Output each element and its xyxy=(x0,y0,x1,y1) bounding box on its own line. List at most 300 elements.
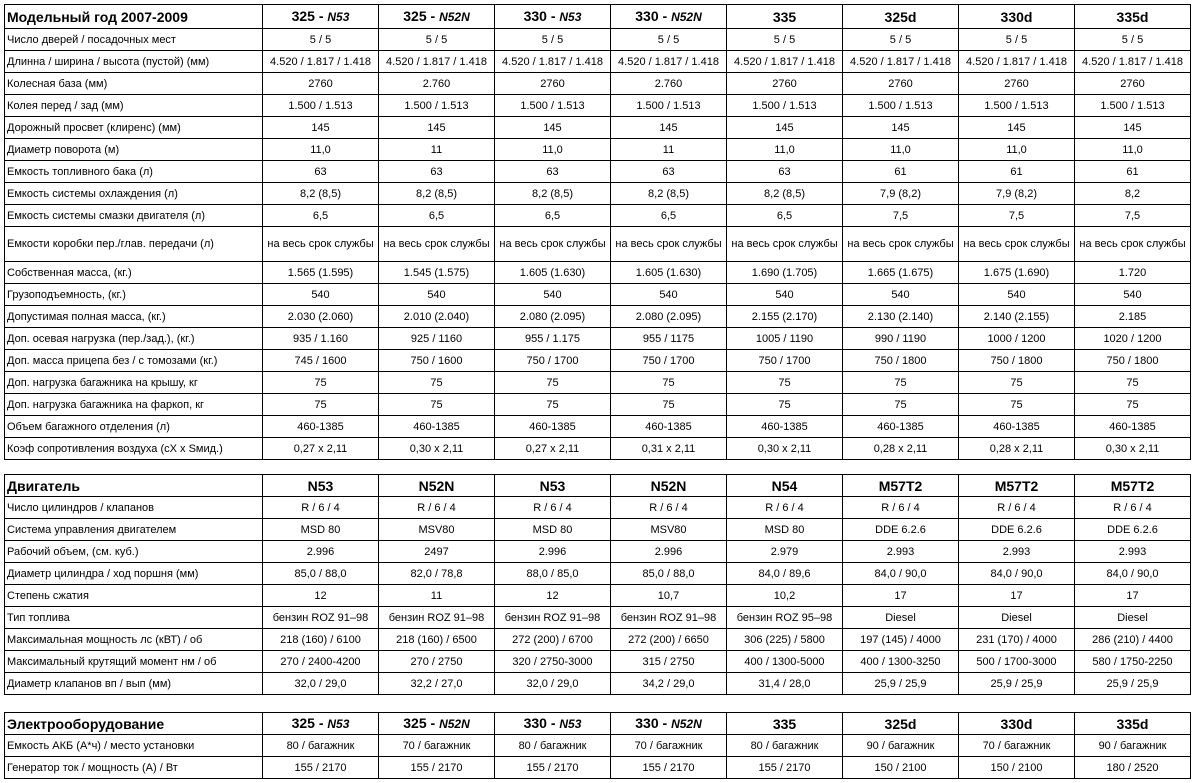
cell-value: бензин ROZ 91–98 xyxy=(263,607,379,629)
cell-value: бензин ROZ 91–98 xyxy=(495,607,611,629)
row-label: Колесная база (мм) xyxy=(5,73,263,95)
cell-value: 25,9 / 25,9 xyxy=(1075,673,1191,695)
cell-value: 75 xyxy=(495,372,611,394)
cell-value: 145 xyxy=(727,117,843,139)
engine-code: N52N xyxy=(439,10,470,24)
model-name: M57T2 xyxy=(878,477,923,494)
table-row xyxy=(5,29,1191,51)
table-row xyxy=(5,350,1191,372)
cell-value: 88,0 / 85,0 xyxy=(495,563,611,585)
cell-value: 1.605 (1.630) xyxy=(611,262,727,284)
cell-value: 80 / багажник xyxy=(727,735,843,757)
cell-value: 955 / 1.175 xyxy=(495,328,611,350)
engine-code: N53 xyxy=(327,717,350,731)
cell-value: 11,0 xyxy=(495,139,611,161)
cell-value: 11 xyxy=(379,139,495,161)
cell-value: 2.996 xyxy=(263,541,379,563)
cell-value: 70 / багажник xyxy=(379,735,495,757)
cell-value: 63 xyxy=(727,161,843,183)
cell-value: 4.520 / 1.817 / 1.418 xyxy=(263,51,379,73)
cell-value: 1.605 (1.630) xyxy=(495,262,611,284)
table-row xyxy=(5,541,1191,563)
cell-value: 70 / багажник xyxy=(959,735,1075,757)
cell-value: R / 6 / 4 xyxy=(263,497,379,519)
cell-value: 61 xyxy=(843,161,959,183)
row-label: Доп. осевая нагрузка (пер./зад.), (кг.) xyxy=(5,328,263,350)
cell-value: 61 xyxy=(1075,161,1191,183)
cell-value: 1.500 / 1.513 xyxy=(843,95,959,117)
model-name: 325 xyxy=(403,715,427,731)
cell-value: 75 xyxy=(727,394,843,416)
cell-value: 75 xyxy=(959,394,1075,416)
column-header xyxy=(1075,475,1191,497)
cell-value: 8,2 (8,5) xyxy=(611,183,727,205)
cell-value: 400 / 1300-3250 xyxy=(843,651,959,673)
cell-value: 0,31 x 2,11 xyxy=(611,438,727,460)
cell-value: MSV80 xyxy=(611,519,727,541)
column-header xyxy=(959,713,1075,735)
row-label: Доп. нагрузка багажника на фаркоп, кг xyxy=(5,394,263,416)
cell-value: бензин ROZ 95–98 xyxy=(727,607,843,629)
cell-value: 155 / 2170 xyxy=(263,757,379,779)
cell-value: 306 (225) / 5800 xyxy=(727,629,843,651)
section-title: Двигатель xyxy=(5,475,263,497)
column-header: 330 - N53 xyxy=(495,5,611,29)
cell-value: 745 / 1600 xyxy=(263,350,379,372)
cell-value: DDE 6.2.6 xyxy=(959,519,1075,541)
column-header: 330 - N53 xyxy=(495,713,611,735)
model-name: 335d xyxy=(1116,8,1149,25)
table-row xyxy=(5,227,1191,262)
cell-value: 270 / 2400-4200 xyxy=(263,651,379,673)
cell-value: 63 xyxy=(379,161,495,183)
cell-value: 320 / 2750-3000 xyxy=(495,651,611,673)
column-header xyxy=(495,475,611,497)
table-row xyxy=(5,585,1191,607)
electrical-specs-table xyxy=(4,712,1191,779)
row-label: Доп. масса прицепа без / с томозами (кг.) xyxy=(5,350,263,372)
cell-value: 150 / 2100 xyxy=(843,757,959,779)
cell-value: 4.520 / 1.817 / 1.418 xyxy=(959,51,1075,73)
cell-value: 12 xyxy=(495,585,611,607)
cell-value: на весь срок службы xyxy=(727,227,843,262)
cell-value: 315 / 2750 xyxy=(611,651,727,673)
cell-value: бензин ROZ 91–98 xyxy=(379,607,495,629)
cell-value: 540 xyxy=(959,284,1075,306)
model-name: M57T2 xyxy=(1110,477,1155,494)
table-row xyxy=(5,161,1191,183)
cell-value: 11 xyxy=(611,139,727,161)
table-row xyxy=(5,73,1191,95)
cell-value: 2.185 xyxy=(1075,306,1191,328)
row-label: Емкость системы охлаждения (л) xyxy=(5,183,263,205)
cell-value: 1.665 (1.675) xyxy=(843,262,959,284)
table-row xyxy=(5,139,1191,161)
cell-value: 5 / 5 xyxy=(959,29,1075,51)
cell-value: MSD 80 xyxy=(495,519,611,541)
cell-value: на весь срок службы xyxy=(611,227,727,262)
table-row xyxy=(5,205,1191,227)
cell-value: 10,2 xyxy=(727,585,843,607)
cell-value: 0,30 x 2,11 xyxy=(1075,438,1191,460)
model-name: 330 xyxy=(635,8,659,24)
cell-value: 75 xyxy=(727,372,843,394)
cell-value: 32,0 / 29,0 xyxy=(263,673,379,695)
cell-value: 17 xyxy=(959,585,1075,607)
cell-value: 272 (200) / 6700 xyxy=(495,629,611,651)
general-specs-table xyxy=(4,4,1191,460)
cell-value: 5 / 5 xyxy=(379,29,495,51)
cell-value: 7,5 xyxy=(959,205,1075,227)
model-name: N53 xyxy=(307,477,334,494)
cell-value: 90 / багажник xyxy=(1075,735,1191,757)
cell-value: Diesel xyxy=(843,607,959,629)
cell-value: 63 xyxy=(611,161,727,183)
cell-value: 2760 xyxy=(959,73,1075,95)
model-name: 330d xyxy=(1000,8,1033,25)
table-row xyxy=(5,183,1191,205)
cell-value: R / 6 / 4 xyxy=(1075,497,1191,519)
row-label: Длинна / ширина / высота (пустой) (мм) xyxy=(5,51,263,73)
cell-value: 1.500 / 1.513 xyxy=(611,95,727,117)
cell-value: 75 xyxy=(843,394,959,416)
cell-value: 750 / 1700 xyxy=(495,350,611,372)
cell-value: 1.500 / 1.513 xyxy=(379,95,495,117)
column-header xyxy=(959,475,1075,497)
cell-value: 4.520 / 1.817 / 1.418 xyxy=(379,51,495,73)
row-label: Доп. нагрузка багажника на крышу, кг xyxy=(5,372,263,394)
row-label: Число дверей / посадочных мест xyxy=(5,29,263,51)
cell-value: 25,9 / 25,9 xyxy=(843,673,959,695)
cell-value: 460-1385 xyxy=(727,416,843,438)
cell-value: 2.993 xyxy=(1075,541,1191,563)
cell-value: 1000 / 1200 xyxy=(959,328,1075,350)
cell-value: на весь срок службы xyxy=(1075,227,1191,262)
cell-value: 218 (160) / 6100 xyxy=(263,629,379,651)
cell-value: 6,5 xyxy=(727,205,843,227)
cell-value: Diesel xyxy=(959,607,1075,629)
cell-value: 2.010 (2.040) xyxy=(379,306,495,328)
cell-value: 80 / багажник xyxy=(263,735,379,757)
cell-value: 84,0 / 90,0 xyxy=(1075,563,1191,585)
row-label: Диаметр поворота (м) xyxy=(5,139,263,161)
cell-value: 750 / 1600 xyxy=(379,350,495,372)
cell-value: 2.760 xyxy=(379,73,495,95)
row-label: Собственная масса, (кг.) xyxy=(5,262,263,284)
cell-value: 75 xyxy=(611,394,727,416)
engine-specs-table xyxy=(4,474,1191,695)
cell-value: 270 / 2750 xyxy=(379,651,495,673)
cell-value: 955 / 1175 xyxy=(611,328,727,350)
engine-code: N53 xyxy=(559,10,582,24)
cell-value: 63 xyxy=(263,161,379,183)
engine-code: N52N xyxy=(439,717,470,731)
cell-value: 145 xyxy=(611,117,727,139)
cell-value: 218 (160) / 6500 xyxy=(379,629,495,651)
cell-value: 2.155 (2.170) xyxy=(727,306,843,328)
engine-code: N52N xyxy=(671,717,702,731)
cell-value: 2760 xyxy=(843,73,959,95)
column-header xyxy=(727,5,843,29)
cell-value: 6,5 xyxy=(263,205,379,227)
column-header: 325 - N52N xyxy=(379,5,495,29)
cell-value: 145 xyxy=(263,117,379,139)
cell-value: 2760 xyxy=(727,73,843,95)
cell-value: 5 / 5 xyxy=(495,29,611,51)
cell-value: 5 / 5 xyxy=(1075,29,1191,51)
cell-value: 0,30 x 2,11 xyxy=(727,438,843,460)
cell-value: 540 xyxy=(379,284,495,306)
cell-value: 0,28 x 2,11 xyxy=(959,438,1075,460)
table-row xyxy=(5,735,1191,757)
model-name: 325 xyxy=(291,715,315,731)
cell-value: 32,2 / 27,0 xyxy=(379,673,495,695)
model-name: N54 xyxy=(771,477,798,494)
cell-value: DDE 6.2.6 xyxy=(843,519,959,541)
table-row xyxy=(5,328,1191,350)
cell-value: 2.996 xyxy=(495,541,611,563)
table-row xyxy=(5,497,1191,519)
cell-value: 75 xyxy=(1075,394,1191,416)
cell-value: 84,0 / 89,6 xyxy=(727,563,843,585)
cell-value: 5 / 5 xyxy=(263,29,379,51)
cell-value: 400 / 1300-5000 xyxy=(727,651,843,673)
model-name: N52N xyxy=(418,477,455,494)
cell-value: 155 / 2170 xyxy=(495,757,611,779)
cell-value: 540 xyxy=(611,284,727,306)
cell-value: 11,0 xyxy=(843,139,959,161)
cell-value: 17 xyxy=(1075,585,1191,607)
cell-value: бензин ROZ 91–98 xyxy=(611,607,727,629)
table-row xyxy=(5,262,1191,284)
engine-code: N53 xyxy=(559,717,582,731)
cell-value: 75 xyxy=(379,372,495,394)
cell-value: 75 xyxy=(495,394,611,416)
row-label: Емкость системы смазки двигателя (л) xyxy=(5,205,263,227)
cell-value: 2.080 (2.095) xyxy=(495,306,611,328)
section-title: Электрооборудование xyxy=(5,713,263,735)
row-label: Диаметр клапанов вп / вып (мм) xyxy=(5,673,263,695)
cell-value: 0,27 x 2,11 xyxy=(495,438,611,460)
cell-value: 540 xyxy=(1075,284,1191,306)
cell-value: 4.520 / 1.817 / 1.418 xyxy=(727,51,843,73)
cell-value: 2.979 xyxy=(727,541,843,563)
cell-value: 85,0 / 88,0 xyxy=(611,563,727,585)
row-label: Емкости коробки пер./глав. передачи (л) xyxy=(5,227,263,262)
table-row xyxy=(5,394,1191,416)
cell-value: 82,0 / 78,8 xyxy=(379,563,495,585)
cell-value: 272 (200) / 6650 xyxy=(611,629,727,651)
cell-value: на весь срок службы xyxy=(495,227,611,262)
cell-value: 460-1385 xyxy=(611,416,727,438)
cell-value: 1.690 (1.705) xyxy=(727,262,843,284)
table-row xyxy=(5,629,1191,651)
header-row xyxy=(5,475,1191,497)
cell-value: 4.520 / 1.817 / 1.418 xyxy=(843,51,959,73)
column-header xyxy=(843,713,959,735)
cell-value: R / 6 / 4 xyxy=(843,497,959,519)
cell-value: 8,2 xyxy=(1075,183,1191,205)
model-name: 325 xyxy=(291,8,315,24)
model-name: 335 xyxy=(772,715,797,732)
column-header xyxy=(379,475,495,497)
model-name: M57T2 xyxy=(994,477,1039,494)
cell-value: 460-1385 xyxy=(1075,416,1191,438)
cell-value: 31,4 / 28,0 xyxy=(727,673,843,695)
row-label: Коэф сопротивления воздуха (cX x Sмид.) xyxy=(5,438,263,460)
model-name: N53 xyxy=(539,477,566,494)
cell-value: 11,0 xyxy=(727,139,843,161)
column-header: 325 - N53 xyxy=(263,713,379,735)
cell-value: 12 xyxy=(263,585,379,607)
cell-value: 145 xyxy=(495,117,611,139)
table-row xyxy=(5,519,1191,541)
cell-value: 150 / 2100 xyxy=(959,757,1075,779)
cell-value: 84,0 / 90,0 xyxy=(843,563,959,585)
row-label: Число цилиндров / клапанов xyxy=(5,497,263,519)
cell-value: 11,0 xyxy=(1075,139,1191,161)
cell-value: 1.500 / 1.513 xyxy=(959,95,1075,117)
cell-value: MSD 80 xyxy=(727,519,843,541)
cell-value: 2760 xyxy=(1075,73,1191,95)
row-label: Диаметр цилиндра / ход поршня (мм) xyxy=(5,563,263,585)
cell-value: 1.720 xyxy=(1075,262,1191,284)
cell-value: 0,30 x 2,11 xyxy=(379,438,495,460)
cell-value: 145 xyxy=(379,117,495,139)
row-label: Система управления двигателем xyxy=(5,519,263,541)
cell-value: 1005 / 1190 xyxy=(727,328,843,350)
cell-value: 197 (145) / 4000 xyxy=(843,629,959,651)
cell-value: 34,2 / 29,0 xyxy=(611,673,727,695)
cell-value: 75 xyxy=(379,394,495,416)
model-name: 325d xyxy=(884,8,917,25)
row-label: Колея перед / зад (мм) xyxy=(5,95,263,117)
cell-value: 10,7 xyxy=(611,585,727,607)
cell-value: 2.080 (2.095) xyxy=(611,306,727,328)
row-label: Генератор ток / мощность (А) / Вт xyxy=(5,757,263,779)
cell-value: 540 xyxy=(843,284,959,306)
row-label: Рабочий объем, (см. куб.) xyxy=(5,541,263,563)
cell-value: 5 / 5 xyxy=(611,29,727,51)
cell-value: 925 / 1160 xyxy=(379,328,495,350)
row-label: Емкость АКБ (А*ч) / место установки xyxy=(5,735,263,757)
cell-value: 63 xyxy=(495,161,611,183)
table-row xyxy=(5,757,1191,779)
cell-value: 460-1385 xyxy=(379,416,495,438)
cell-value: 70 / багажник xyxy=(611,735,727,757)
cell-value: 11 xyxy=(379,585,495,607)
cell-value: 7,5 xyxy=(1075,205,1191,227)
cell-value: 750 / 1800 xyxy=(1075,350,1191,372)
cell-value: 2.996 xyxy=(611,541,727,563)
cell-value: 1.500 / 1.513 xyxy=(1075,95,1191,117)
cell-value: на весь срок службы xyxy=(263,227,379,262)
header-row xyxy=(5,713,1191,735)
engine-code: N52N xyxy=(671,10,702,24)
cell-value: 935 / 1.160 xyxy=(263,328,379,350)
model-name: 330 xyxy=(523,8,547,24)
model-name: N52N xyxy=(650,477,687,494)
cell-value: 75 xyxy=(1075,372,1191,394)
cell-value: 7,9 (8,2) xyxy=(843,183,959,205)
cell-value: 5 / 5 xyxy=(727,29,843,51)
model-name: 330d xyxy=(1000,715,1033,732)
column-header: 325 - N52N xyxy=(379,713,495,735)
cell-value: 1.500 / 1.513 xyxy=(727,95,843,117)
section-title: Модельный год 2007-2009 xyxy=(5,5,263,29)
cell-value: MSD 80 xyxy=(263,519,379,541)
cell-value: 2.993 xyxy=(843,541,959,563)
table-row xyxy=(5,95,1191,117)
cell-value: 540 xyxy=(263,284,379,306)
cell-value: 750 / 1700 xyxy=(727,350,843,372)
model-name: 335 xyxy=(772,8,797,25)
cell-value: 145 xyxy=(1075,117,1191,139)
cell-value: 75 xyxy=(263,372,379,394)
cell-value: на весь срок службы xyxy=(843,227,959,262)
cell-value: 155 / 2170 xyxy=(611,757,727,779)
cell-value: R / 6 / 4 xyxy=(727,497,843,519)
column-header: 330 - N52N xyxy=(611,5,727,29)
cell-value: 580 / 1750-2250 xyxy=(1075,651,1191,673)
cell-value: 460-1385 xyxy=(959,416,1075,438)
cell-value: 2497 xyxy=(379,541,495,563)
cell-value: Diesel xyxy=(1075,607,1191,629)
cell-value: R / 6 / 4 xyxy=(495,497,611,519)
cell-value: 286 (210) / 4400 xyxy=(1075,629,1191,651)
table-row xyxy=(5,51,1191,73)
cell-value: 1.500 / 1.513 xyxy=(263,95,379,117)
cell-value: 7,5 xyxy=(843,205,959,227)
cell-value: 2.140 (2.155) xyxy=(959,306,1075,328)
cell-value: 500 / 1700-3000 xyxy=(959,651,1075,673)
column-header xyxy=(843,475,959,497)
cell-value: 4.520 / 1.817 / 1.418 xyxy=(495,51,611,73)
cell-value: 0,28 x 2,11 xyxy=(843,438,959,460)
table-row xyxy=(5,651,1191,673)
cell-value: DDE 6.2.6 xyxy=(1075,519,1191,541)
table-row xyxy=(5,673,1191,695)
cell-value: 2.760 xyxy=(611,73,727,95)
table-row xyxy=(5,117,1191,139)
cell-value: 80 / багажник xyxy=(495,735,611,757)
cell-value: R / 6 / 4 xyxy=(959,497,1075,519)
cell-value: 1.545 (1.575) xyxy=(379,262,495,284)
cell-value: R / 6 / 4 xyxy=(379,497,495,519)
cell-value: на весь срок службы xyxy=(379,227,495,262)
cell-value: 7,9 (8,2) xyxy=(959,183,1075,205)
row-label: Емкость топливного бака (л) xyxy=(5,161,263,183)
cell-value: на весь срок службы xyxy=(959,227,1075,262)
cell-value: 11,0 xyxy=(263,139,379,161)
cell-value: 1.565 (1.595) xyxy=(263,262,379,284)
cell-value: 460-1385 xyxy=(263,416,379,438)
cell-value: 11,0 xyxy=(959,139,1075,161)
engine-code: N53 xyxy=(327,10,350,24)
table-row xyxy=(5,438,1191,460)
cell-value: 540 xyxy=(727,284,843,306)
column-header xyxy=(263,475,379,497)
table-row xyxy=(5,284,1191,306)
table-row xyxy=(5,563,1191,585)
cell-value: R / 6 / 4 xyxy=(611,497,727,519)
column-header xyxy=(727,713,843,735)
table-row xyxy=(5,306,1191,328)
cell-value: 1.500 / 1.513 xyxy=(495,95,611,117)
row-label: Степень сжатия xyxy=(5,585,263,607)
cell-value: 1.675 (1.690) xyxy=(959,262,1075,284)
column-header xyxy=(1075,713,1191,735)
